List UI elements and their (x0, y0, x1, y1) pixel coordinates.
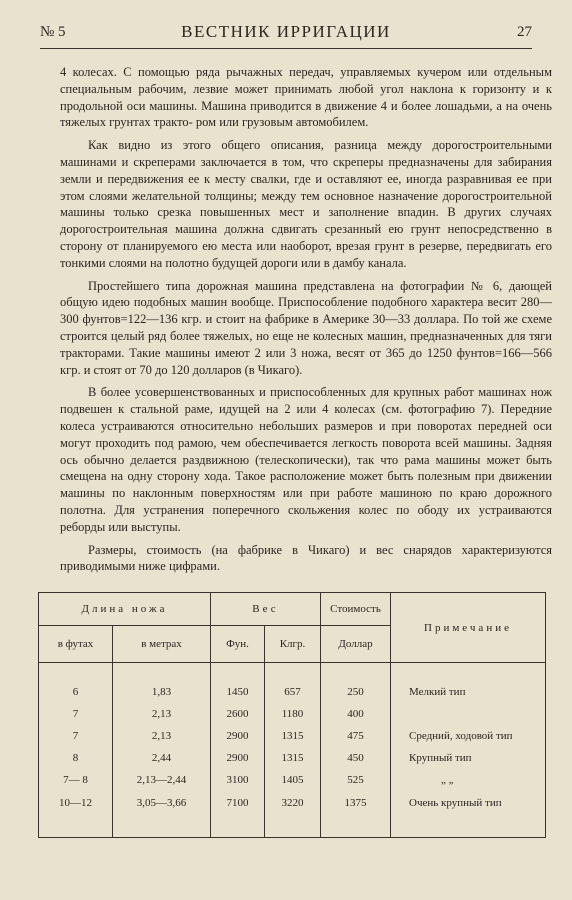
cell-kg: 657 (265, 681, 321, 703)
cell-usd: 450 (321, 747, 391, 769)
paragraph: Размеры, стоимость (на фабрике в Чикаго) и вес снарядов характеризуются приводимыми ниже цифрами. (60, 542, 552, 574)
cell-kg: 1315 (265, 747, 321, 769)
journal-title: ВЕСТНИК ИРРИГАЦИИ (181, 22, 391, 41)
table-spacer-row (39, 663, 546, 682)
cell-feet: 6 (39, 681, 113, 703)
table-row (39, 769, 546, 791)
machines-table (38, 592, 546, 838)
paragraph: В более усовершенствованных и приспособленных для крупных работ машинах нож подвешен к стальной раме, идущей на 2 или 4 колесах (см. фотографию 7). Передние колеса устраиваются относительно небольших размеров и при поворотах передней оси могут проходить под рамою, чем обеспечивается легкость поворота всей машины. Задняя ось обычно делается раздвижною (телескопически), так что рама машины может быть смещена на одну сторону хода. Такое расположение может быть полезным при движении машины по наклонным поверхностям или при работе машиною по краю дорожного полотна. Для устранения поперечного скольжения колес по ободу их устраиваются реборды или выступы. (60, 385, 552, 534)
cell-meters: 1,83 (113, 681, 211, 703)
header-kg: Клгр. (265, 626, 321, 663)
cell-note: Крупный тип (391, 747, 546, 769)
cell-usd: 525 (321, 769, 391, 791)
cell-note: Средний, ходовой тип (391, 725, 546, 747)
cell-lbs: 3100 (211, 769, 265, 791)
cell-note: Очень крупный тип (391, 791, 546, 838)
table-row (39, 725, 546, 747)
header-meters: в метрах (113, 626, 211, 663)
cell-usd: 250 (321, 681, 391, 703)
header-dollars: Доллар (321, 626, 391, 663)
cell-note: „ „ (391, 769, 546, 791)
cell-meters: 2,13—2,44 (113, 769, 211, 791)
header-notes: Примечание (391, 593, 546, 663)
cell-lbs: 2600 (211, 703, 265, 725)
cell-meters: 2,44 (113, 747, 211, 769)
cell-feet: 7— 8 (39, 769, 113, 791)
header-rule (40, 48, 532, 49)
cell-kg: 1405 (265, 769, 321, 791)
paragraph: Как видно из этого общего описания, разница между дорогостроительными машинами и скреперами заключается в том, что скреперы предназначены для забирания земли и передвижения ее к месту свалки, где и оставляют ее, иногда разравнивая ее при этом слоями желательной толщины; между тем основное назначение дорогостроительной машины только срезка повышенных мест и заполнение впадин. В других случаях дорогостроительная машина должна сдвигать срезанный ею грунт непосредственно в сторону от планируемого ею места или наоборот, врезая грунт в резерве, передвигать его тонкими слоями на полотно будущей дороги или в дамбу канала. (60, 138, 552, 270)
issue-number: № 5 (40, 24, 66, 40)
cell-usd: 1375 (321, 791, 391, 838)
cell-feet: 8 (39, 747, 113, 769)
table-row (39, 703, 546, 725)
cell-note: Мелкий тип (391, 681, 546, 703)
cell-kg: 1180 (265, 703, 321, 725)
table-row (39, 681, 546, 703)
paragraph: 4 колесах. С помощью ряда рычажных передач, управляемых кучером или отдельным специальным рабочим, лезвие может принимать любой угол наклона к горизонту и к продольной оси машины. Машина приводится в движение 4 и более лошадьми, а на очень тяжелых грунтах тракто- ром или грузовым автомобилем. (60, 65, 552, 130)
header-weight: Вес (211, 593, 321, 626)
cell-meters: 3,05—3,66 (113, 791, 211, 838)
cell-lbs: 2900 (211, 747, 265, 769)
table-row (39, 747, 546, 769)
header-feet: в футах (39, 626, 113, 663)
cell-feet: 10—12 (39, 791, 113, 838)
cell-lbs: 1450 (211, 681, 265, 703)
cell-usd: 475 (321, 725, 391, 747)
cell-meters: 2,13 (113, 703, 211, 725)
cell-lbs: 7100 (211, 791, 265, 838)
cell-kg: 1315 (265, 725, 321, 747)
cell-feet: 7 (39, 725, 113, 747)
cell-usd: 400 (321, 703, 391, 725)
header-lbs: Фун. (211, 626, 265, 663)
running-header (40, 22, 532, 48)
cell-note (391, 703, 546, 725)
cell-feet: 7 (39, 703, 113, 725)
cell-lbs: 2900 (211, 725, 265, 747)
paragraph: Простейшего типа дорожная машина представлена на фотографии № 6, дающей общую идею подобных машин вообще. Приспособление подобного характера весит 280—300 фунтов=122—136 кгр. и стоит на фабрике в Америке 30—33 доллара. По той же схеме строится целый ряд более тяжелых, но еще не колесных машин, предназначенных для тяги тракторами. Такие машины имеют 2 или 3 ножа, весят от 365 до 1250 фунтов=166—566 кгр. и стоят от 70 до 120 долларов (в Чикаго). (60, 278, 552, 377)
page-number: 27 (517, 24, 532, 40)
cell-kg: 3220 (265, 791, 321, 838)
table-header-row (39, 593, 546, 626)
table-row (39, 791, 546, 838)
article-body (60, 64, 552, 581)
header-cost: Стоимость (321, 593, 391, 626)
cell-meters: 2,13 (113, 725, 211, 747)
header-knife-length: Длина ножа (39, 593, 211, 626)
